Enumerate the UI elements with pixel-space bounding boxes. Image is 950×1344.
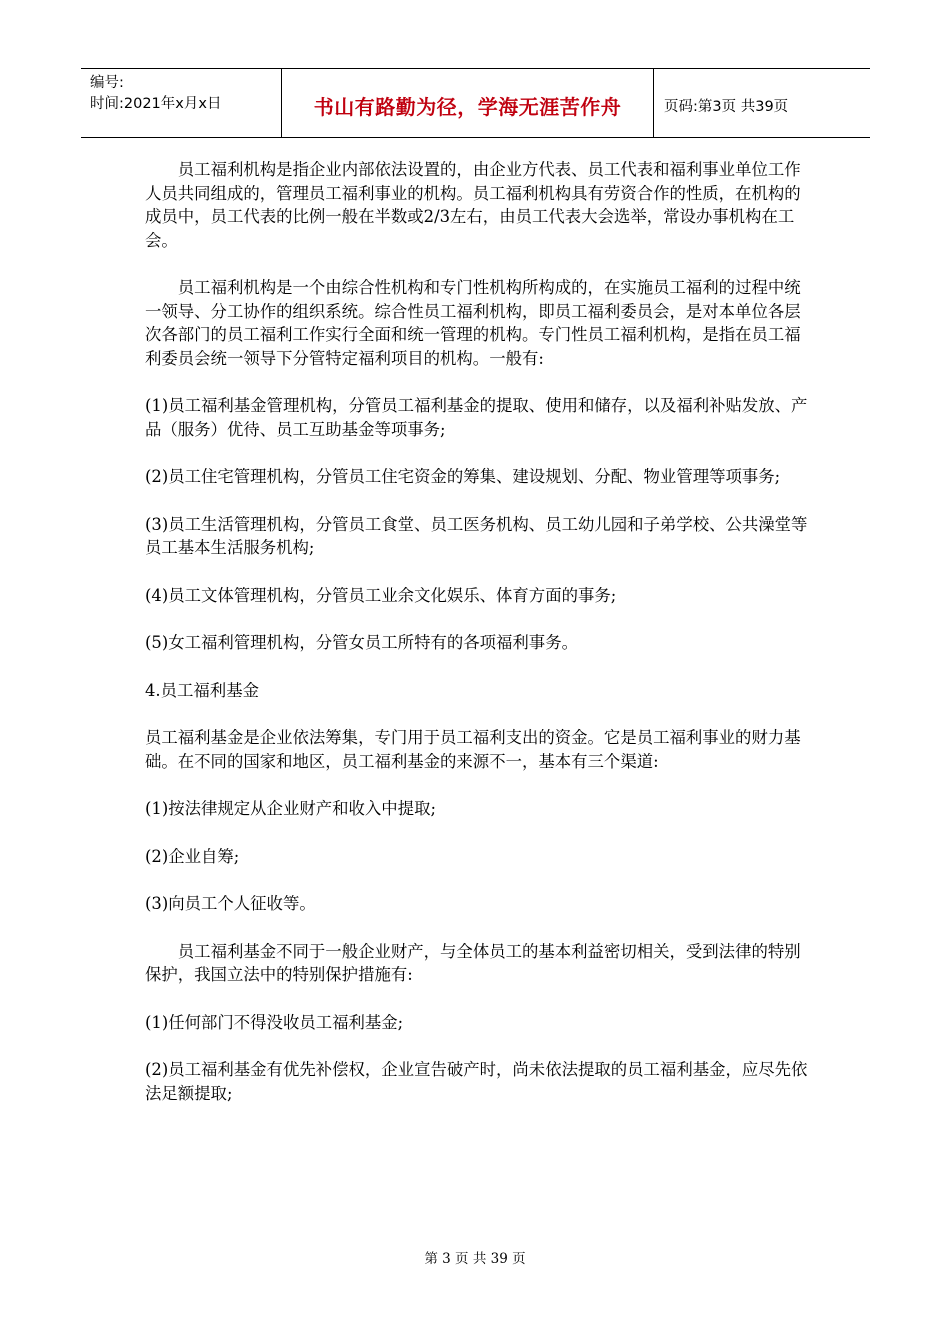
list-item: (4)员工文体管理机构，分管员工业余文化娱乐、体育方面的事务; bbox=[145, 585, 617, 605]
list-item: (2)员工住宅管理机构，分管员工住宅资金的筹集、建设规划、分配、物业管理等项事务; bbox=[145, 467, 781, 486]
document-number-label: 编号: bbox=[90, 75, 124, 91]
list-item: (3)员工生活管理机构，分管员工食堂、员工医务机构、员工幼儿园和子弟学校、公共澡堂等员工基本生活服务机构; bbox=[145, 514, 808, 557]
list-item: (1)任何部门不得没收员工福利基金; bbox=[145, 1012, 404, 1032]
list-item: (1)员工福利基金管理机构，分管员工福利基金的提取、使用和储存，以及福利补贴发放、产品（服务）优待、员工互助基金等项事务; bbox=[145, 396, 808, 439]
list-item: (1)按法律规定从企业财产和收入中提取; bbox=[145, 799, 436, 818]
list-item: (2)员工福利基金有优先补偿权，企业宣告破产时，尚未依法提取的员工福利基金，应尽先依法足额提取; bbox=[145, 1060, 808, 1103]
section-heading: 4.员工福利基金 bbox=[145, 680, 259, 700]
paragraph-welfare-org-definition: 员工福利机构是指企业内部依法设置的，由企业方代表、员工代表和福利事业单位工作人员共同组成的，管理员工福利事业的机构。员工福利机构具有劳资合作的性质，在机构的成员中，员工代表的比例一般在半数或2/3左右，由员工代表大会选举，常设办事机构在工会。 bbox=[145, 160, 801, 250]
header-page-info: 页码:第3页 共39页 bbox=[664, 98, 789, 115]
list-item: (5)女工福利管理机构，分管女员工所特有的各项福利事务。 bbox=[145, 633, 578, 652]
document-time-label: 时间:2021年x月x日 bbox=[90, 96, 222, 112]
list-item: (2)企业自筹; bbox=[145, 846, 240, 866]
header-motto: 书山有路勤为径，学海无涯苦作舟 bbox=[282, 69, 654, 137]
list-item: (3)向员工个人征收等。 bbox=[145, 894, 316, 913]
header-meta bbox=[81, 69, 282, 137]
paragraph-fund-protection: 员工福利基金不同于一般企业财产，与全体员工的基本利益密切相关，受到法律的特别保护，我国立法中的特别保护措施有: bbox=[145, 941, 801, 984]
document-body bbox=[145, 158, 811, 1129]
paragraph-welfare-fund-definition: 员工福利基金是企业依法筹集，专门用于员工福利支出的资金。它是员工福利事业的财力基础。在不同的国家和地区，员工福利基金的来源不一，基本有三个渠道: bbox=[145, 728, 801, 771]
paragraph-welfare-org-system: 员工福利机构是一个由综合性机构和专门性机构所构成的，在实施员工福利的过程中统一领导、分工协作的组织系统。综合性员工福利机构，即员工福利委员会，是对本单位各层次各部门的员工福利工作实行全面和统一管理的机构。专门性员工福利机构，是指在员工福利委员会统一领导下分管特定福利项目的机构。一般有: bbox=[145, 278, 801, 368]
page-footer: 第 3 页 共 39 页 bbox=[424, 1251, 526, 1267]
page-header bbox=[81, 68, 870, 138]
